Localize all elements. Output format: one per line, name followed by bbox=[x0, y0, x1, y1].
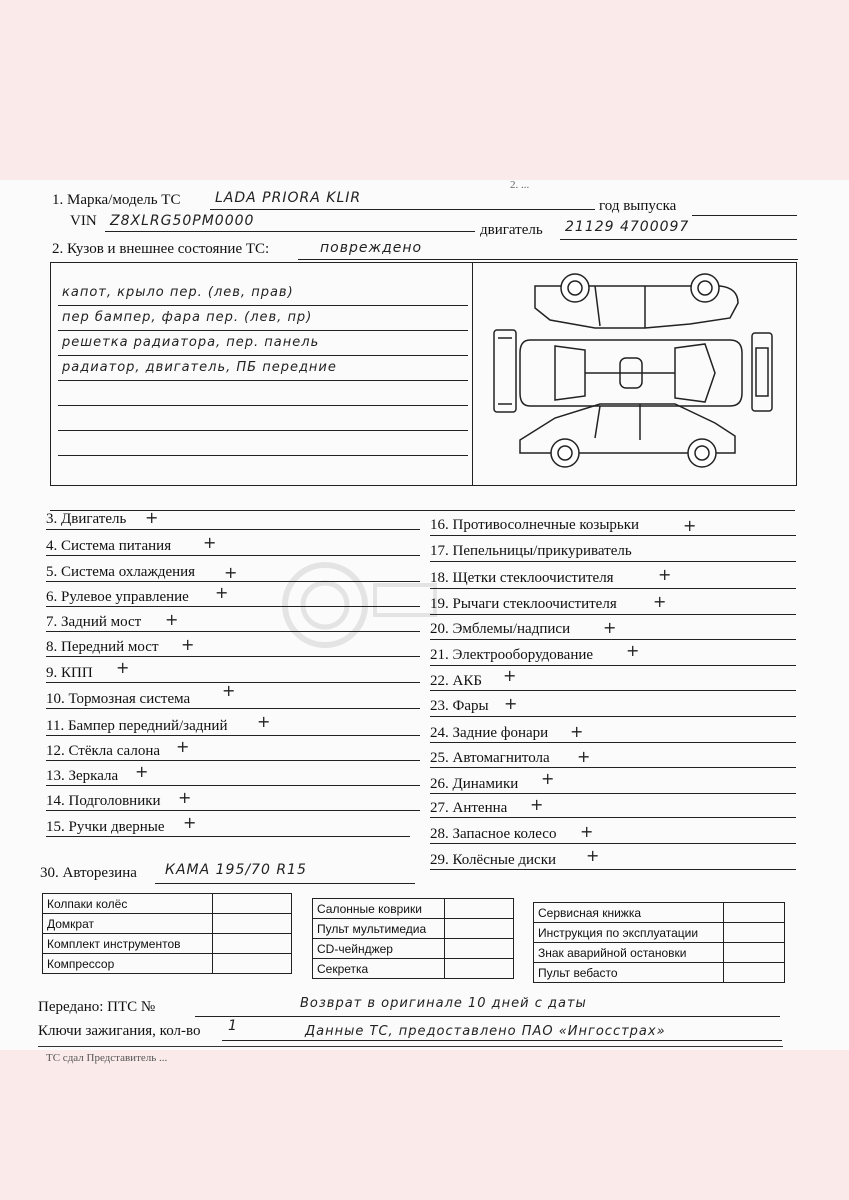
equipment-check bbox=[724, 963, 785, 983]
check-item-front-axle: 8. Передний мост bbox=[46, 639, 159, 655]
equipment-item: Секретка bbox=[313, 959, 445, 979]
car-damage-diagram bbox=[480, 268, 790, 480]
check-item-ashtrays: 17. Пепельницы/прикуриватель bbox=[430, 543, 632, 559]
pts-label: Передано: ПТС № bbox=[38, 999, 156, 1015]
check-line bbox=[430, 588, 796, 589]
check-item-battery: 22. АКБ bbox=[430, 673, 482, 689]
check-item-tail-lights: 24. Задние фонари bbox=[430, 725, 549, 741]
check-item-emblems: 20. Эмблемы/надписи bbox=[430, 621, 571, 637]
note-line bbox=[58, 355, 468, 356]
equipment-item: Сервисная книжка bbox=[534, 903, 724, 923]
check-item-sun-visors: 16. Противосолнечные козырьки bbox=[430, 517, 640, 533]
check-item-antenna: 27. Антенна bbox=[430, 800, 508, 816]
check-item-door-handles: 15. Ручки дверные bbox=[46, 819, 165, 835]
equipment-check bbox=[213, 894, 292, 914]
body-label: 2. Кузов и внешнее состояние ТС: bbox=[52, 241, 270, 257]
check-line bbox=[46, 581, 420, 582]
equipment-item: CD-чейнджер bbox=[313, 939, 445, 959]
model-value: LADA PRIORA KLIR bbox=[215, 190, 362, 206]
equipment-check bbox=[724, 943, 785, 963]
check-mark: + bbox=[183, 813, 197, 832]
check-line bbox=[46, 836, 410, 837]
equipment-check bbox=[724, 903, 785, 923]
check-item-headlights: 23. Фары bbox=[430, 698, 489, 714]
check-mark: + bbox=[222, 681, 236, 700]
watermark-logo-icon bbox=[280, 550, 440, 660]
check-item-car-radio: 25. Автомагнитола bbox=[430, 750, 550, 766]
body-note: радиатор, двигатель, ПБ передние bbox=[62, 360, 337, 375]
check-mark: + bbox=[577, 747, 591, 766]
check-mark: + bbox=[203, 533, 217, 552]
equipment-table-3 bbox=[533, 902, 785, 983]
model-label: 1. Марка/модель ТС bbox=[52, 192, 181, 208]
tires-value: КАМА 195/70 R15 bbox=[165, 862, 307, 878]
check-mark: + bbox=[603, 618, 617, 637]
check-line bbox=[46, 656, 420, 657]
check-item-cooling-system: 5. Система охлаждения bbox=[46, 564, 196, 580]
check-mark: + bbox=[658, 565, 672, 584]
keys-note: Данные ТС, предоставлено ПАО «Ингосстрах» bbox=[305, 1024, 666, 1039]
check-line bbox=[430, 614, 796, 615]
check-mark: + bbox=[181, 635, 195, 654]
check-mark: + bbox=[257, 712, 271, 731]
check-mark: + bbox=[683, 516, 697, 535]
check-mark: + bbox=[530, 795, 544, 814]
equipment-check bbox=[213, 914, 292, 934]
equipment-check bbox=[445, 959, 514, 979]
check-mark: + bbox=[145, 508, 159, 527]
engine-line bbox=[560, 239, 797, 240]
check-mark: + bbox=[176, 737, 190, 756]
check-line bbox=[430, 561, 796, 562]
cut-header-text: 2. ... bbox=[510, 179, 530, 191]
check-line bbox=[46, 760, 420, 761]
equipment-item: Знак аварийной остановки bbox=[534, 943, 724, 963]
check-mark: + bbox=[503, 666, 517, 685]
keys-label: Ключи зажигания, кол-во bbox=[38, 1023, 201, 1039]
body-note: решетка радиатора, пер. панель bbox=[62, 335, 320, 350]
check-mark: + bbox=[580, 822, 594, 841]
note-line bbox=[58, 430, 468, 431]
check-line bbox=[46, 606, 420, 607]
pts-line bbox=[195, 1016, 780, 1017]
check-line bbox=[430, 817, 796, 818]
body-line bbox=[298, 259, 798, 260]
check-mark: + bbox=[586, 846, 600, 865]
equipment-item: Инструкция по эксплуатации bbox=[534, 923, 724, 943]
check-line bbox=[46, 785, 420, 786]
equipment-check bbox=[213, 934, 292, 954]
check-item-engine: 3. Двигатель bbox=[46, 511, 127, 527]
keys-value: 1 bbox=[228, 1018, 238, 1034]
note-line bbox=[58, 405, 468, 406]
check-item-electrics: 21. Электрооборудование bbox=[430, 647, 594, 663]
equipment-item: Компрессор bbox=[43, 954, 213, 974]
equipment-item: Пульт мультимедиа bbox=[313, 919, 445, 939]
tires-line bbox=[155, 883, 415, 884]
vin-value: Z8XLRG50PM0000 bbox=[110, 213, 255, 229]
check-line bbox=[430, 716, 796, 717]
equipment-item: Домкрат bbox=[43, 914, 213, 934]
check-mark: + bbox=[224, 563, 238, 582]
note-line bbox=[58, 330, 468, 331]
check-mark: + bbox=[504, 694, 518, 713]
engine-label: двигатель bbox=[480, 222, 543, 238]
check-item-spare-wheel: 28. Запасное колесо bbox=[430, 826, 557, 842]
check-item-rear-axle: 7. Задний мост bbox=[46, 614, 142, 630]
check-item-steering: 6. Рулевое управление bbox=[46, 589, 189, 605]
check-item-cabin-glass: 12. Стёкла салона bbox=[46, 743, 161, 759]
body-value: повреждено bbox=[320, 240, 423, 256]
equipment-item: Пульт вебасто bbox=[534, 963, 724, 983]
check-line bbox=[430, 793, 796, 794]
section-separator bbox=[50, 510, 795, 511]
equipment-table-1 bbox=[42, 893, 292, 974]
equipment-item: Комплект инструментов bbox=[43, 934, 213, 954]
tires-label: 30. Авторезина bbox=[40, 865, 137, 881]
top-margin-band bbox=[0, 0, 849, 180]
check-item-wiper-blades: 18. Щетки стеклоочистителя bbox=[430, 570, 614, 586]
check-line bbox=[46, 529, 420, 530]
check-item-bumpers: 11. Бампер передний/задний bbox=[46, 718, 228, 734]
note-line bbox=[58, 455, 468, 456]
equipment-check bbox=[445, 899, 514, 919]
vin-line bbox=[105, 231, 475, 232]
pts-value: Возврат в оригинале 10 дней с даты bbox=[300, 996, 587, 1011]
body-note: пер бампер, фара пер. (лев, пр) bbox=[62, 310, 313, 325]
equipment-item: Салонные коврики bbox=[313, 899, 445, 919]
equipment-table-2 bbox=[312, 898, 514, 979]
note-line bbox=[58, 380, 468, 381]
check-mark: + bbox=[626, 641, 640, 660]
check-line bbox=[46, 810, 420, 811]
equipment-item: Колпаки колёс bbox=[43, 894, 213, 914]
check-line bbox=[430, 742, 796, 743]
engine-value: 21129 4700097 bbox=[565, 219, 690, 235]
year-line bbox=[692, 215, 797, 216]
check-line bbox=[430, 639, 796, 640]
check-mark: + bbox=[653, 592, 667, 611]
check-line bbox=[46, 735, 420, 736]
year-label: год выпуска bbox=[599, 198, 677, 214]
check-line bbox=[430, 767, 796, 768]
equipment-check bbox=[213, 954, 292, 974]
vin-label: VIN bbox=[70, 213, 97, 229]
note-line bbox=[58, 305, 468, 306]
equipment-check bbox=[724, 923, 785, 943]
check-line bbox=[430, 843, 796, 844]
check-item-mirrors: 13. Зеркала bbox=[46, 768, 119, 784]
body-note: капот, крыло пер. (лев, прав) bbox=[62, 285, 294, 300]
check-mark: + bbox=[178, 788, 192, 807]
check-line bbox=[46, 631, 420, 632]
check-item-gearbox: 9. КПП bbox=[46, 665, 93, 681]
check-mark: + bbox=[165, 610, 179, 629]
check-item-wiper-arms: 19. Рычаги стеклоочистителя bbox=[430, 596, 617, 612]
equipment-check bbox=[445, 919, 514, 939]
check-line bbox=[430, 690, 796, 691]
check-item-speakers: 26. Динамики bbox=[430, 776, 519, 792]
cut-footer-text: ТС сдал Представитель ... bbox=[46, 1052, 168, 1064]
equipment-check bbox=[445, 939, 514, 959]
footer-rule bbox=[38, 1046, 783, 1047]
check-line bbox=[46, 708, 420, 709]
keys-line bbox=[222, 1040, 782, 1041]
check-mark: + bbox=[116, 658, 130, 677]
check-mark: + bbox=[570, 722, 584, 741]
check-mark: + bbox=[215, 583, 229, 602]
bottom-margin-band bbox=[0, 1050, 849, 1200]
check-line bbox=[430, 665, 796, 666]
check-line bbox=[430, 869, 796, 870]
check-item-fuel-system: 4. Система питания bbox=[46, 538, 172, 554]
check-line bbox=[430, 535, 796, 536]
check-mark: + bbox=[541, 769, 555, 788]
check-mark: + bbox=[135, 762, 149, 781]
check-item-headrests: 14. Подголовники bbox=[46, 793, 161, 809]
check-item-wheel-rims: 29. Колёсные диски bbox=[430, 852, 557, 868]
body-box-divider bbox=[472, 263, 473, 485]
model-line bbox=[210, 209, 595, 210]
check-item-brake-system: 10. Тормозная система bbox=[46, 691, 191, 707]
check-line bbox=[46, 555, 420, 556]
